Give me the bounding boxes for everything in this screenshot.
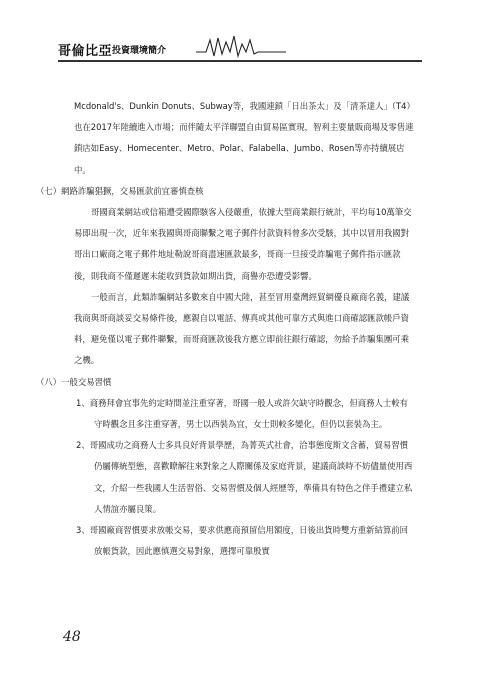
section-heading-trade-habits: （八）一般交易習慣 [36,376,112,387]
section-heading-fraud: （七）網路詐騙猖獗，交易匯款前宜審慎查核 [36,185,204,196]
header-title: 哥倫比亞 [58,44,113,59]
paragraph-retail-chains: Mcdonald's、Dunkin Donuts、Subway等，我國連鎖「日出茶太」及「清茶達人」（T4）也在2017年陸續進入市場；而伴隨太平洋聯盟自由貿易區實現，智利主要量販商場及零售連鎖店如Easy、Homecenter、Metro、Polar、Falabella、Jumbo、Rosen等亦持續展店中。 [74,101,414,175]
page-header [0,0,480,70]
page-number: 48 [63,629,81,645]
paragraph-fraud-1: 哥國商業網站或信箱遭受國際駭客入侵嚴重，依據大型商業銀行統計，平均每10萬筆交易即出現一次，近年來我國與哥商聯繫之電子郵件付款資料曾多次受駭，其中以冒用我國對哥出口廠商之電子郵件地址勒說哥商盡速匯款最多，哥商一旦接受詐騙電子郵件指示匯款後，則我商不僅遲遲未能收到貨款如期出貨，商譽亦恐遭受影響。 [74,207,412,281]
page-content [36,96,414,562]
header-subtitle: 投資環境簡介 [112,46,167,56]
header-rule [58,60,422,62]
list-item-3: 3、哥國廠商習慣要求放帳交易，要求供應商預留信用額度，日後出貨時雙方重新結算前回放帳貨款，因此應慎選交易對象，選擇可靠殷實 [76,525,408,557]
heartbeat-wave-icon [196,34,286,60]
list-item-1: 1、商務拜會宜事先約定時間並注重穿著，哥國一般人或許欠缺守時觀念，但商務人士較有守時觀念且多注重穿著，男士以西裝為宜，女士則較多變化，但仍以套裝為主。 [76,397,408,430]
list-item-2: 2、哥國成功之商務人士多具良好背景學歷，為菁英式社會，洽事態度斯文含蓄，貿易習慣仍屬傳統型態，喜歡瞭解往來對象之人際關係及家庭背景，建議商談時不妨儘量使用西文，介紹一些我國人生活習俗、交易習慣及個人經歷等，準備具有特色之伴手禮建立私人情誼亦屬良策。 [76,440,413,514]
paragraph-fraud-2: 一般而言，此類詐騙網站多數來自中國大陸，甚至冒用臺灣經貿網優良廠商名義，建議我商與哥商談妥交易條件後，應親自以電話、傳真或其他可靠方式與進口商確認匯款帳戶資料，避免僅以電子郵件聯繫，而哥商匯款後我方應立即前往銀行確認，勿給予詐騙集團可乘之機。 [74,291,410,366]
